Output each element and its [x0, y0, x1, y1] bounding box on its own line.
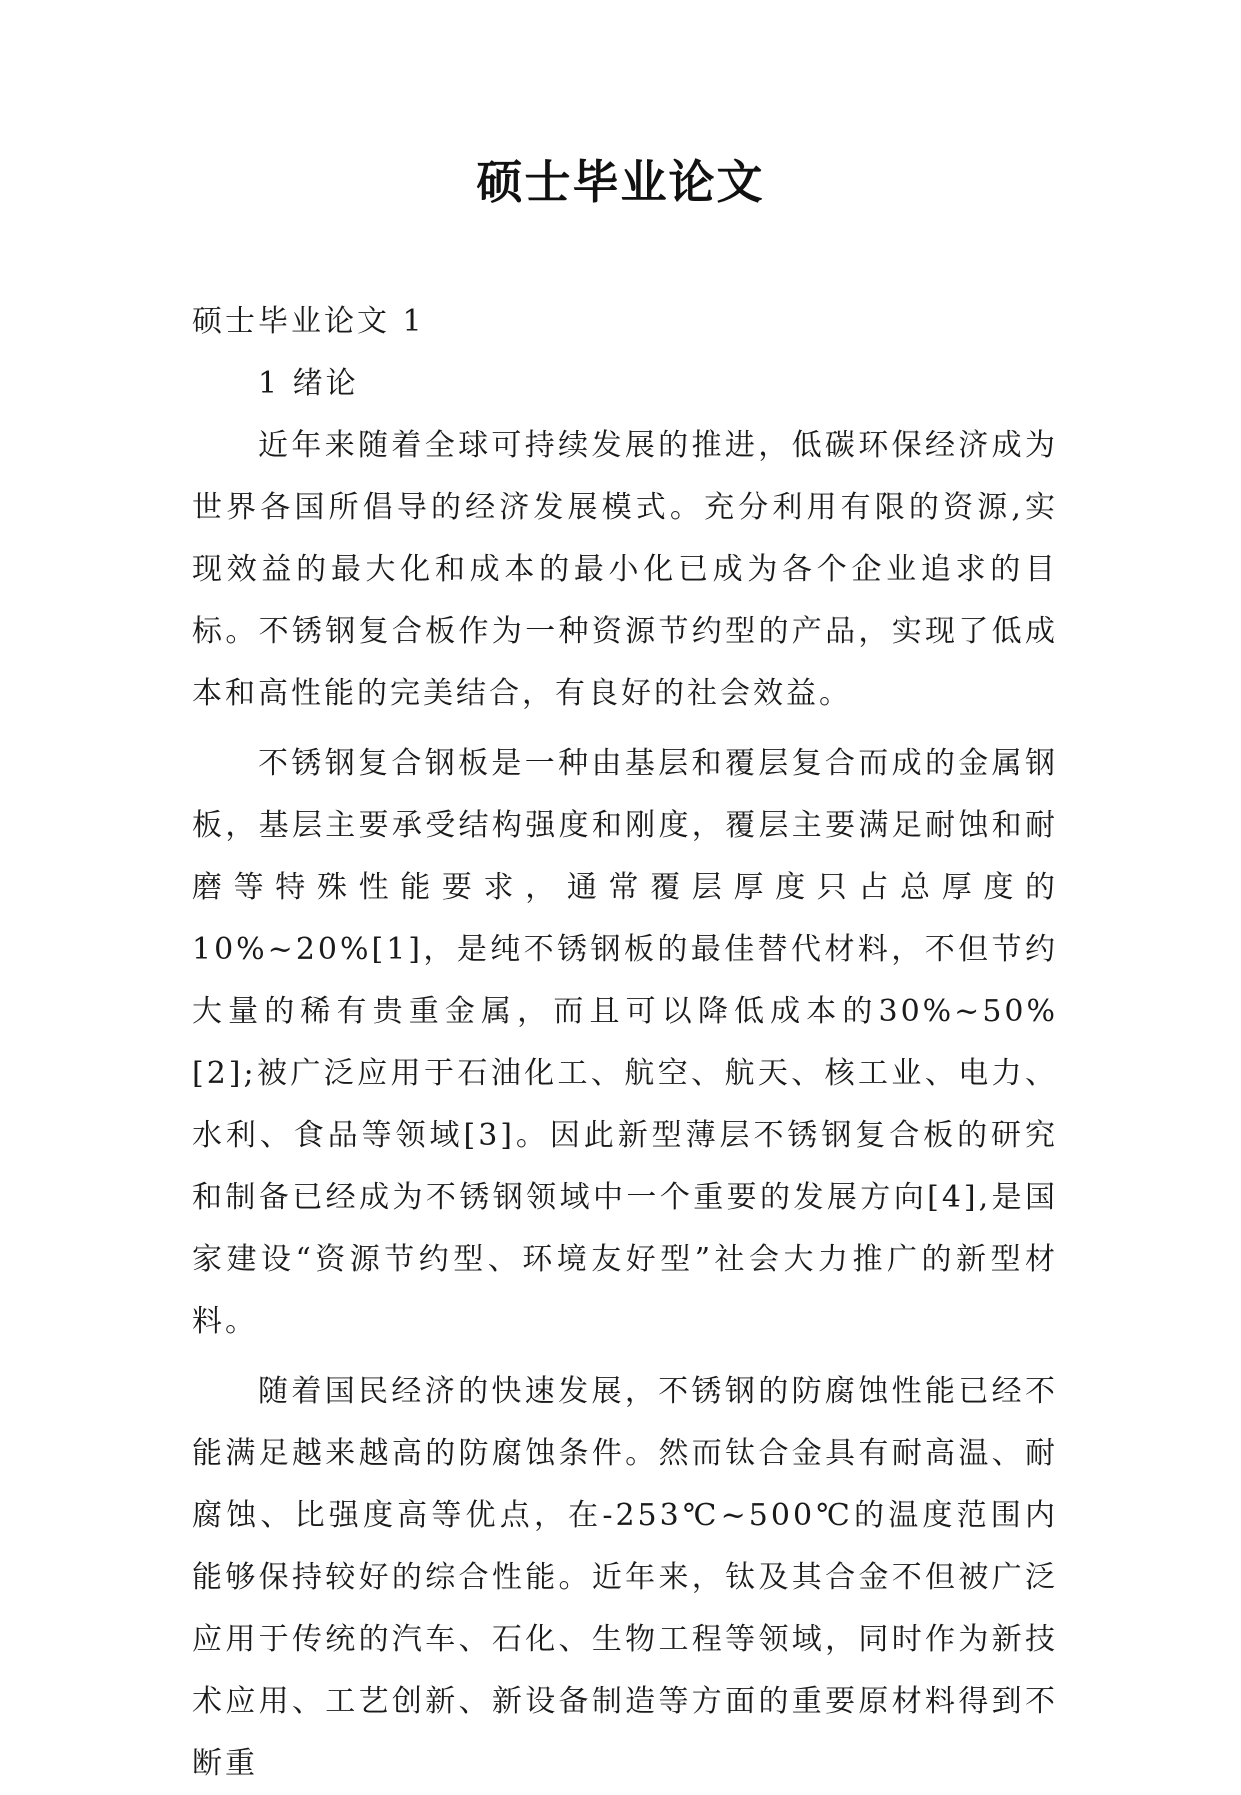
- paragraph: 随着国民经济的快速发展，不锈钢的防腐蚀性能已经不能满足越来越高的防腐蚀条件。然而钛合金具有耐高温、耐腐蚀、比强度高等优点，在-253℃~500℃的温度范围内能够保持较好的综合性能。近年来，钛及其合金不但被广泛应用于传统的汽车、石化、生物工程等领域，同时作为新技术应用、工艺创新、新设备制造等方面的重要原材料得到不断重: [192, 1374, 1058, 1781]
- section-heading: 1 绪论: [258, 366, 359, 401]
- paragraph: 近年来随着全球可持续发展的推进，低碳环保经济成为世界各国所倡导的经济发展模式。充分利用有限的资源,实现效益的最大化和成本的最小化已成为各个企业追求的目标。不锈钢复合板作为一种资源节约型的产品，实现了低成本和高性能的完美结合，有良好的社会效益。: [192, 428, 1058, 711]
- document-body: [192, 291, 1058, 1795]
- paragraph: 不锈钢复合钢板是一种由基层和覆层复合而成的金属钢板，基层主要承受结构强度和刚度，覆层主要满足耐蚀和耐磨等特殊性能要求，通常覆层厚度只占总厚度的10%~20%[1]，是纯不锈钢板的最佳替代材料，不但节约大量的稀有贵重金属，而且可以降低成本的30%~50%[2];被广泛应用于石油化工、航空、航天、核工业、电力、水利、食品等领域[3]。因此新型薄层不锈钢复合板的研究和制备已经成为不锈钢领域中一个重要的发展方向[4],是国家建设“资源节约型、环境友好型”社会大力推广的新型材料。: [192, 746, 1058, 1339]
- document-title: 硕士毕业论文: [476, 155, 765, 209]
- document-subtitle: 硕士毕业论文 1: [192, 304, 425, 339]
